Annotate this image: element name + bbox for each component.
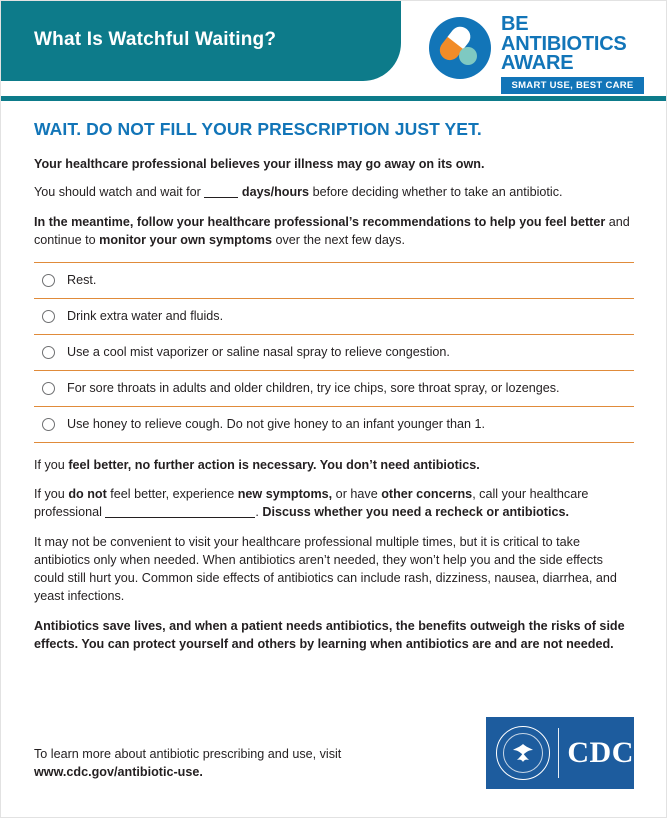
document-body [34, 119, 634, 665]
logo-tagline: SMART USE, BEST CARE [501, 77, 644, 94]
meantime-plain-2: over the next few days. [271, 232, 405, 247]
logo-circle [429, 17, 491, 79]
watch-wait-pre: You should watch and wait for [34, 184, 201, 199]
pill-icon [435, 23, 486, 75]
no-better-p1: If you [34, 487, 69, 502]
no-better-paragraph [34, 486, 634, 522]
checkbox-icon[interactable] [42, 418, 55, 431]
checkbox-icon[interactable] [42, 274, 55, 287]
no-better-b4: Discuss whether you need a recheck or antibiotics. [262, 505, 569, 520]
document-footer [34, 736, 634, 782]
cdc-logo [486, 717, 634, 789]
list-item-label: Rest. [67, 272, 97, 287]
logo-dot [459, 47, 477, 65]
no-better-b2: new symptoms, [237, 487, 333, 502]
document-header [1, 1, 666, 97]
checkbox-icon[interactable] [42, 346, 55, 359]
list-item-label: Drink extra water and fluids. [67, 308, 224, 323]
days-hours-blank[interactable] [204, 186, 238, 198]
cdc-logo-divider [558, 728, 559, 778]
feel-better-plain: If you [34, 457, 69, 472]
recommendations-checklist [34, 262, 634, 443]
logo-text [501, 15, 644, 94]
meantime-bold-2: monitor your own symptoms [99, 232, 272, 247]
list-item[interactable] [34, 371, 634, 407]
meantime-bold-1: In the meantime, follow your healthcare professional’s recommendations to help you feel better [34, 214, 606, 229]
cdc-wordmark: CDC [567, 736, 634, 769]
convenient-paragraph: It may not be convenient to visit your healthcare professional multiple times, but it is critical to take antibiotics only when needed. When antibiotics aren’t needed, they won’t help you and the side effects could still hurt you. Common side effects of antibiotics can include rash, dizziness, nausea, diarrhea, and yeast infections. [34, 535, 617, 603]
watch-wait-paragraph [34, 184, 634, 202]
logo-line-1: BE [501, 13, 529, 35]
checkbox-icon[interactable] [42, 382, 55, 395]
list-item-label: Use honey to relieve cough. Do not give honey to an infant younger than 1. [67, 416, 485, 431]
no-better-b1: do not [68, 487, 107, 502]
hhs-seal-icon [496, 726, 550, 780]
list-item[interactable] [34, 299, 634, 335]
no-better-p3: or have [332, 487, 382, 502]
list-item[interactable] [34, 263, 634, 299]
list-item-label: For sore throats in adults and older children, try ice chips, sore throat spray, or lozenges. [67, 380, 560, 395]
cdc-url[interactable]: www.cdc.gov/antibiotic-use. [34, 764, 203, 779]
learn-more-text: To learn more about antibiotic prescribing and use, visit [34, 746, 342, 761]
logo-line-2: ANTIBIOTICS [501, 32, 627, 55]
list-item[interactable] [34, 335, 634, 371]
watch-wait-unit: days/hours [241, 184, 310, 199]
page-title: What Is Watchful Waiting? [34, 29, 277, 50]
save-lives-paragraph: Antibiotics save lives, and when a patient needs antibiotics, the benefits outweigh the risks of side effects. You can protect yourself and others by learning when antibiotics are and are not needed. [34, 618, 625, 651]
list-item[interactable] [34, 407, 634, 443]
be-antibiotics-aware-logo [429, 13, 644, 91]
section-title: WAIT. DO NOT FILL YOUR PRESCRIPTION JUST YET. [34, 119, 482, 139]
no-better-p4: , call your healthcare professional [34, 487, 589, 520]
header-rule [1, 96, 666, 101]
feel-better-bold: feel better, no further action is necessary. You don’t need antibiotics. [68, 457, 480, 472]
logo-line-3: AWARE [501, 52, 574, 75]
feel-better-paragraph [34, 457, 634, 475]
no-better-p2: feel better, experience [106, 487, 238, 502]
hhs-bird-glyph [510, 742, 536, 764]
no-better-p5: . [255, 505, 263, 520]
healthcare-professional-blank[interactable] [105, 506, 255, 518]
watch-wait-post: before deciding whether to take an antibiotic. [312, 184, 563, 199]
meantime-paragraph [34, 214, 634, 250]
no-better-b3: other concerns [381, 487, 473, 502]
list-item-label: Use a cool mist vaporizer or saline nasal spray to relieve congestion. [67, 344, 450, 359]
intro-bold-text: Your healthcare professional believes your illness may go away on its own. [34, 157, 485, 171]
meantime-plain-1: and continue to [34, 214, 630, 247]
checkbox-icon[interactable] [42, 310, 55, 323]
